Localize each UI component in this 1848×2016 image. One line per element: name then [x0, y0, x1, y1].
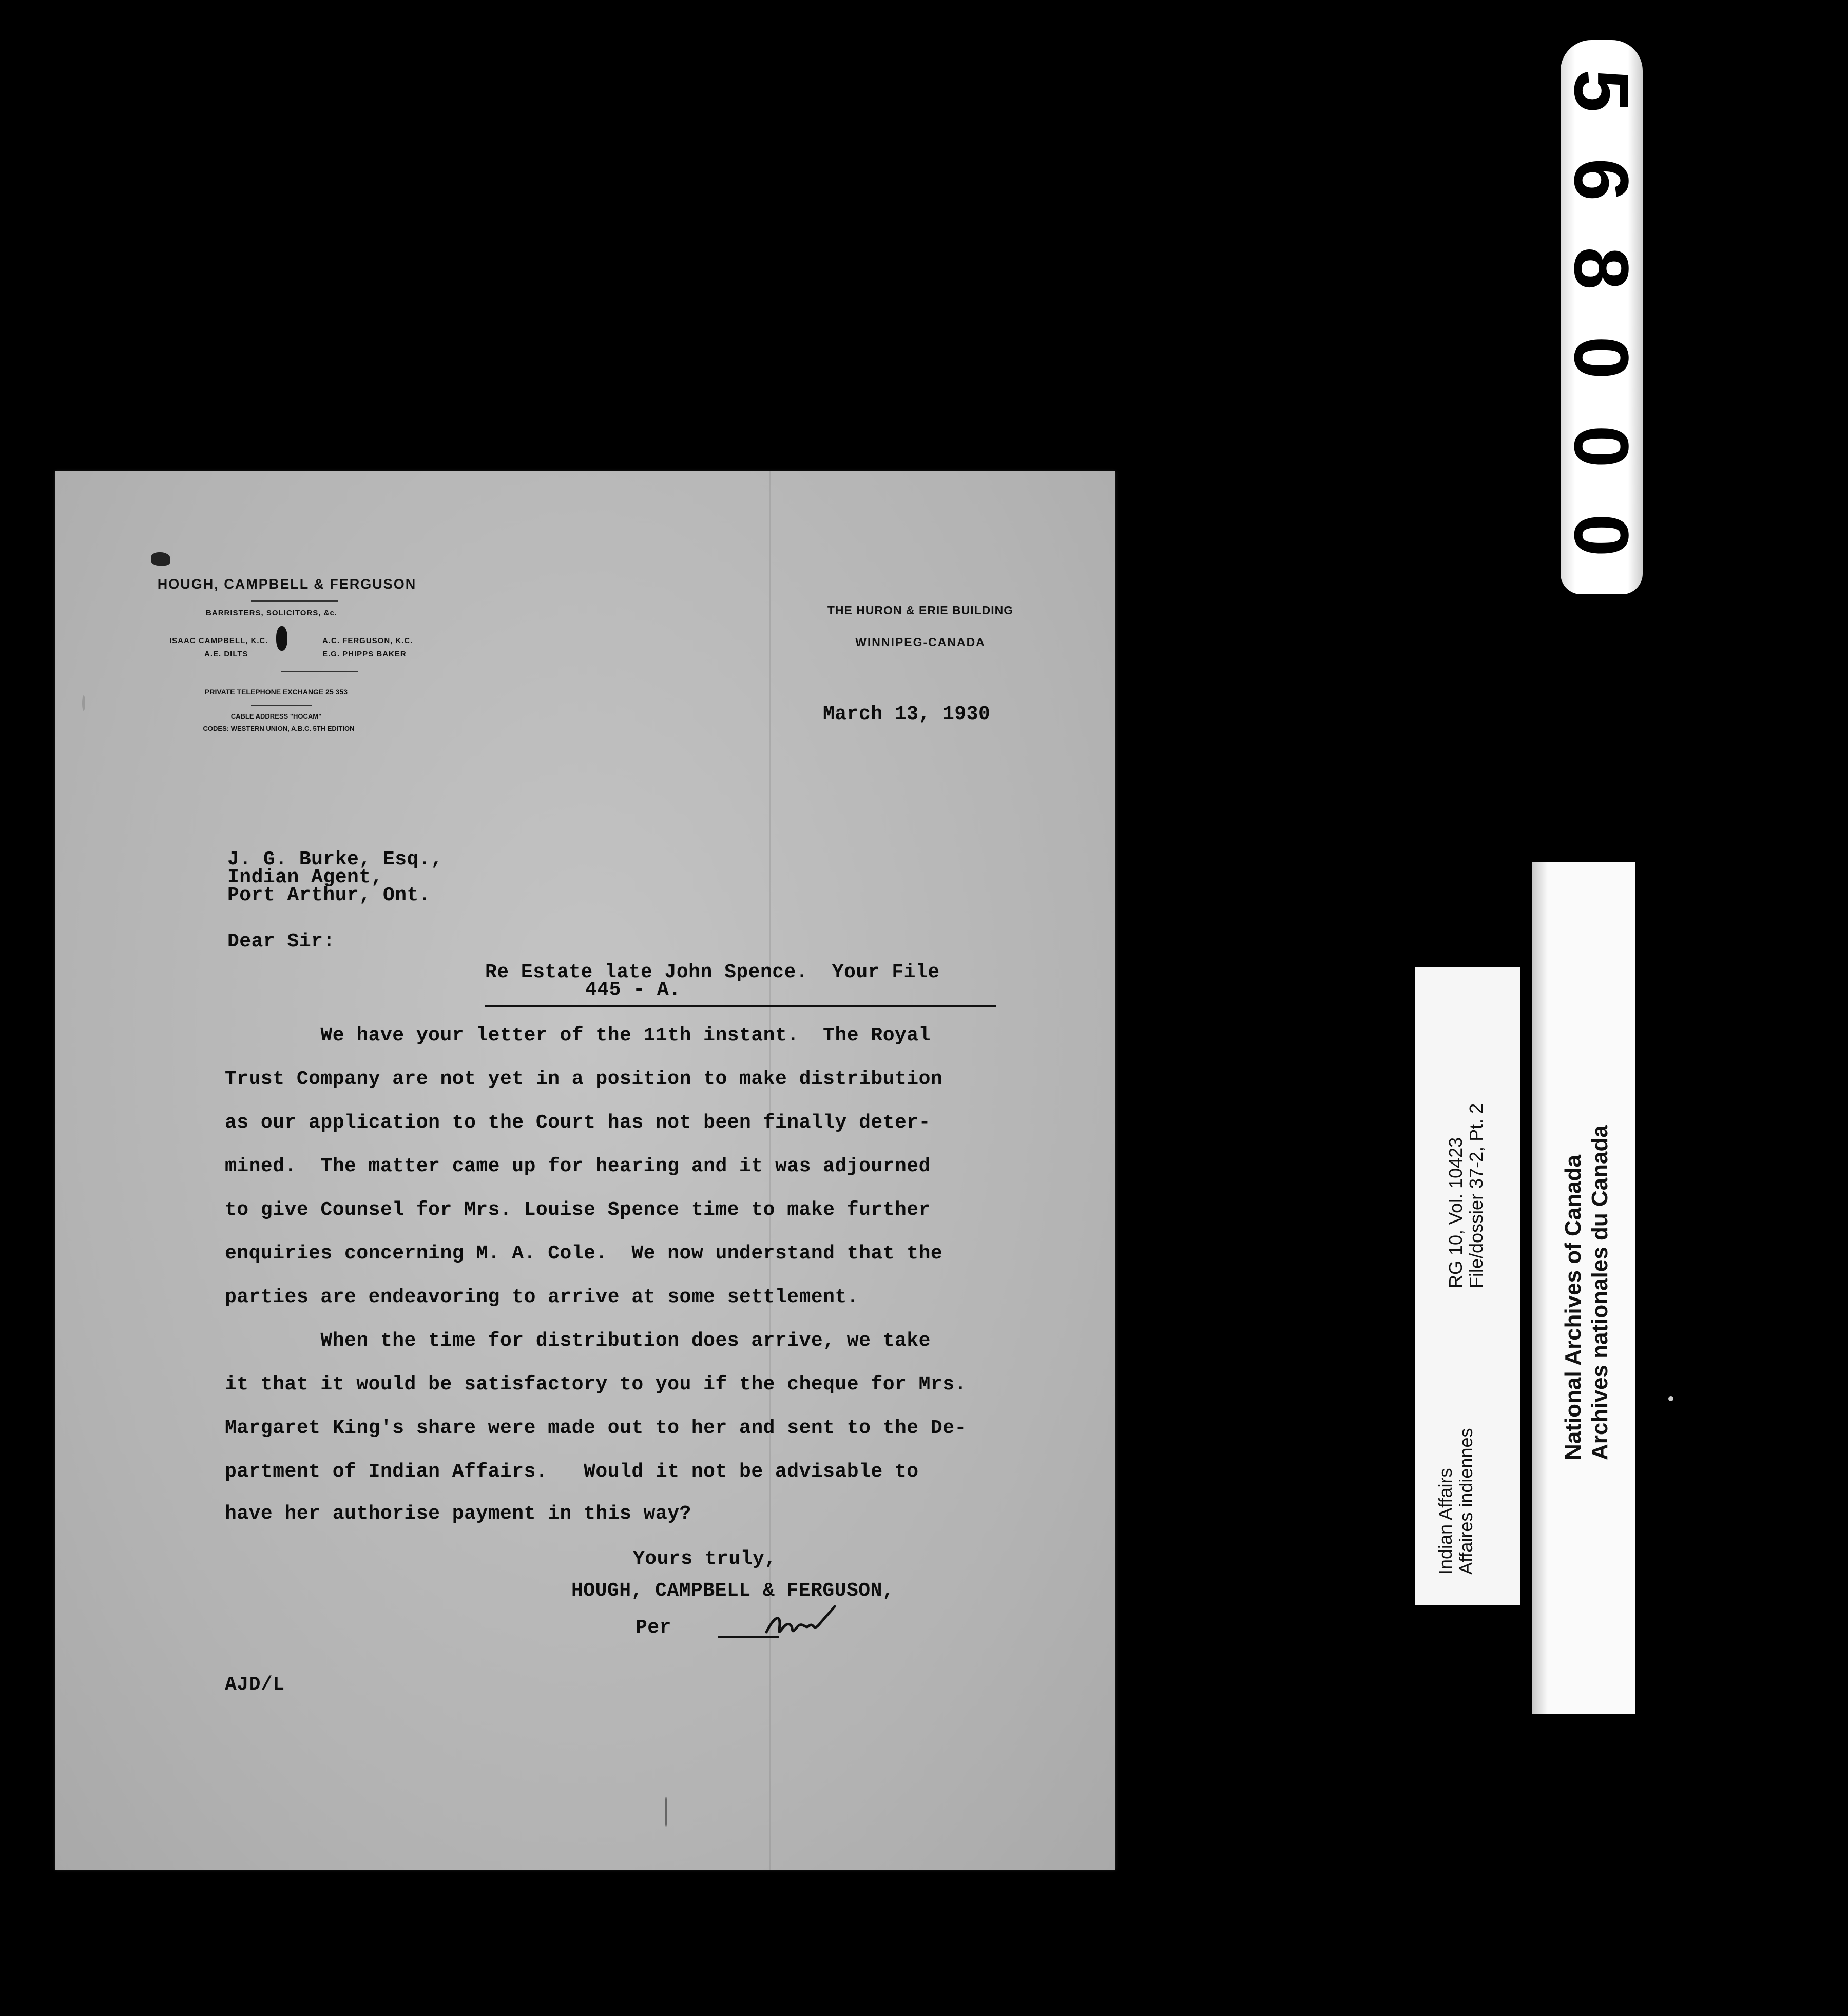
letterhead-cable: CABLE ADDRESS "HOCAM" [230, 712, 322, 720]
body-line: to give Counsel for Mrs. Louise Spence time to make further [225, 1199, 931, 1221]
label-file-number: File/dossier 37-2, Pt. 2 [1466, 1103, 1487, 1288]
frame-digit: 6 [1558, 158, 1645, 201]
complimentary-close: Yours truly, [633, 1548, 777, 1570]
label-institution-fr: Archives nationales du Canada [1587, 1125, 1612, 1460]
salutation: Dear Sir: [227, 931, 335, 953]
body-line: it that it would be satisfactory to you if the cheque for Mrs. [225, 1373, 967, 1395]
body-line: Trust Company are not yet in a position to make distribution [225, 1068, 943, 1090]
film-speck [82, 695, 85, 711]
letterhead-codes: CODES: WESTERN UNION, A.B.C. 5TH EDITION [203, 725, 355, 732]
body-line: We have your letter of the 11th instant. The Royal [225, 1024, 931, 1046]
body-line: as our application to the Court has not been finally deter- [225, 1112, 931, 1134]
body-line: partment of Indian Affairs. Would it not be advisable to [225, 1461, 919, 1483]
frame-digit: 5 [1558, 69, 1645, 112]
letterhead-practice: BARRISTERS, SOLICITORS, &c. [206, 609, 337, 617]
letterhead-firm-name: HOUGH, CAMPBELL & FERGUSON [157, 576, 417, 592]
letter-page [55, 471, 1115, 1870]
body-line: parties are endeavoring to arrive at some settlement. [225, 1286, 859, 1308]
handwritten-signature [718, 1601, 861, 1647]
body-line: Margaret King's share were made out to her and sent to the De- [225, 1417, 967, 1439]
letterhead-partner: A.E. DILTS [204, 650, 248, 658]
subject-underline [485, 1005, 996, 1007]
frame-digit: 8 [1558, 247, 1645, 290]
letterhead-divider [251, 600, 338, 602]
subject-file-number: 445 - A. [585, 979, 681, 1001]
letterhead-partner: A.C. FERGUSON, K.C. [322, 636, 413, 645]
body-line: mined. The matter came up for hearing and it was adjourned [225, 1155, 931, 1177]
recipient-line: Indian Agent, [227, 866, 383, 888]
body-line: When the time for distribution does arrive, we take [225, 1330, 931, 1352]
body-line: enquiries concerning M. A. Cole. We now understand that the [225, 1243, 943, 1265]
letterhead-divider [281, 671, 358, 672]
film-speck [665, 1796, 667, 1827]
label-department-fr: Affaires indiennes [1455, 1428, 1476, 1575]
subject-line: Re Estate late John Spence. Your File [485, 961, 940, 983]
recipient-line: J. G. Burke, Esq., [227, 848, 443, 870]
frame-digit: 0 [1558, 514, 1645, 557]
letterhead-seal-icon [151, 552, 170, 566]
punch-hole [276, 626, 287, 651]
film-speck [1668, 1396, 1673, 1401]
letterhead-building: THE HURON & ERIE BUILDING [827, 604, 1014, 617]
label-department-en: Indian Affairs [1435, 1468, 1456, 1575]
letterhead-city: WINNIPEG-CANADA [855, 635, 986, 649]
body-line: have her authorise payment in this way? [225, 1503, 691, 1525]
label-institution-en: National Archives of Canada [1561, 1155, 1586, 1460]
signature-firm: HOUGH, CAMPBELL & FERGUSON, [571, 1580, 895, 1602]
signature-per: Per [636, 1617, 671, 1639]
letter-date: March 13, 1930 [823, 703, 991, 725]
letterhead-telephone: PRIVATE TELEPHONE EXCHANGE 25 353 [205, 688, 348, 696]
reference-initials: AJD/L [225, 1674, 285, 1696]
recipient-line: Port Arthur, Ont. [227, 884, 431, 906]
letterhead-divider [251, 705, 312, 706]
frame-digit: 0 [1558, 425, 1645, 468]
microfilm-frame-number [1558, 46, 1645, 580]
letterhead-partner: ISAAC CAMPBELL, K.C. [169, 636, 268, 645]
label-record-group: RG 10, Vol. 10423 [1445, 1137, 1466, 1288]
letterhead-partner: E.G. PHIPPS BAKER [322, 650, 407, 658]
frame-digit: 0 [1558, 336, 1645, 379]
